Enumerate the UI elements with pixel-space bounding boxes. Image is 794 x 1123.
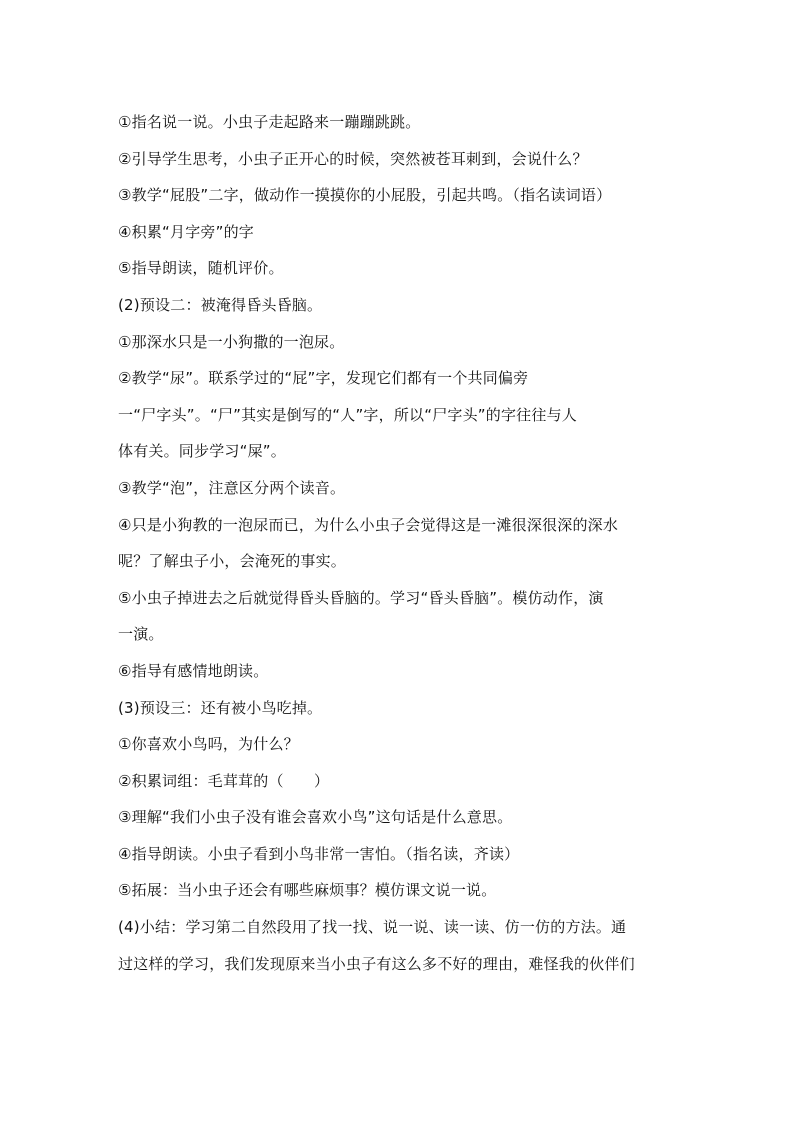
text-line: ⑤小虫子掉进去之后就觉得昏头昏脑的。学习“昏头昏脑”。模仿动作，演 <box>118 588 604 607</box>
text-line: ⑤拓展：当小虫子还会有哪些麻烦事？模仿课文说一说。 <box>118 881 497 900</box>
text-line: ①那深水只是一小狗撒的一泡尿。 <box>118 332 345 351</box>
text-line: 一演。 <box>118 625 164 644</box>
text-line: 过这样的学习，我们发现原来当小虫子有这么多不好的理由，难怪我的伙伴们 <box>118 954 635 973</box>
section-heading: (3)预设三：还有被小鸟吃掉。 <box>118 698 323 717</box>
section-heading: (4)小结：学习第二自然段用了找一找、说一说、读一读、仿一仿的方法。通 <box>118 918 627 937</box>
section-heading: (2)预设二：被淹得昏头昏脑。 <box>118 295 323 314</box>
text-line: ④积累“月字旁”的字 <box>118 222 254 241</box>
text-line: ②引导学生思考，小虫子正开心的时候，突然被苍耳刺到，会说什么？ <box>118 149 588 168</box>
text-line: 一“尸字头”。“尸”其实是倒写的“人”字，所以“尸字头”的字往往与人 <box>118 405 577 424</box>
text-line: ③教学“屁股”二字，做动作一摸摸你的小屁股，引起共鸣。（指名读词语） <box>118 186 612 205</box>
text-line: ③教学“泡”，注意区分两个读音。 <box>118 478 346 497</box>
text-line: ①指名说一说。小虫子走起路来一蹦蹦跳跳。 <box>118 113 421 131</box>
text-line: ①你喜欢小鸟吗，为什么？ <box>118 735 299 754</box>
text-line: ④只是小狗教的一泡尿而已，为什么小虫子会觉得这是一滩很深很深的深水 <box>118 515 619 534</box>
document-body <box>118 104 678 982</box>
text-line: ⑤指导朗读，随机评价。 <box>118 259 284 278</box>
text-line: ②积累词组：毛茸茸的（ ） <box>118 771 330 790</box>
text-line: 体有关。同步学习“屎”。 <box>118 442 286 461</box>
text-line: ③理解“我们小虫子没有谁会喜欢小鸟”这句话是什么意思。 <box>118 808 513 827</box>
text-line: ④指导朗读。小虫子看到小鸟非常一害怕。（指名读，齐读） <box>118 844 520 863</box>
text-line: ②教学“尿”。联系学过的“屁”字，发现它们都有一个共同偏旁 <box>118 369 529 388</box>
text-line: ⑥指导有感情地朗读。 <box>118 661 269 680</box>
text-line: 呢？了解虫子小，会淹死的事实。 <box>118 552 347 571</box>
